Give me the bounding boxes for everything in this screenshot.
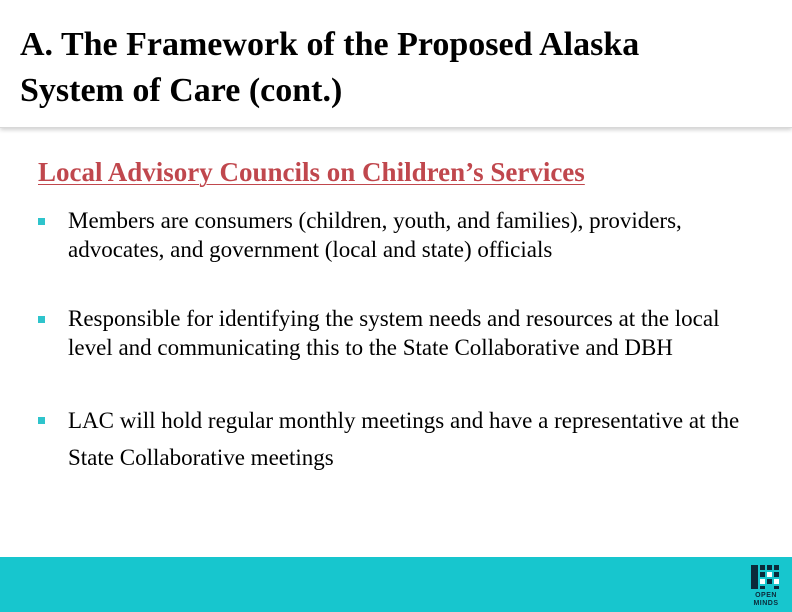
bullet-text: LAC will hold regular monthly meetings and have a representative at the State Collaborative meetings <box>68 408 740 470</box>
footer-band <box>0 557 792 612</box>
logo-text-line-1: OPEN <box>755 592 777 599</box>
bullet-text: Responsible for identifying the system needs and resources at the local level and communicating this to the State Collaborative and DBH <box>68 306 720 360</box>
logo-text-line-2: MINDS <box>753 600 779 607</box>
slide-title <box>20 22 760 114</box>
open-minds-logo <box>748 563 784 610</box>
square-bullet-icon <box>38 316 45 323</box>
section-subheading: Local Advisory Councils on Children’s Services <box>38 157 585 187</box>
bullet-item <box>38 206 748 264</box>
square-bullet-icon <box>38 218 45 225</box>
bullet-item <box>38 402 748 476</box>
logo-text <box>748 592 784 608</box>
logo-mark-icon <box>748 563 784 591</box>
slide-title-line-1: A. The Framework of the Proposed Alaska <box>20 26 640 63</box>
slide-title-line-2: System of Care (cont.) <box>20 72 343 109</box>
bullet-text: Members are consumers (children, youth, and families), providers, advocates, and government (local and state) officials <box>68 208 682 262</box>
square-bullet-icon <box>38 417 45 424</box>
bullet-list <box>38 206 748 476</box>
title-band <box>0 0 792 128</box>
bullet-item <box>38 304 748 362</box>
